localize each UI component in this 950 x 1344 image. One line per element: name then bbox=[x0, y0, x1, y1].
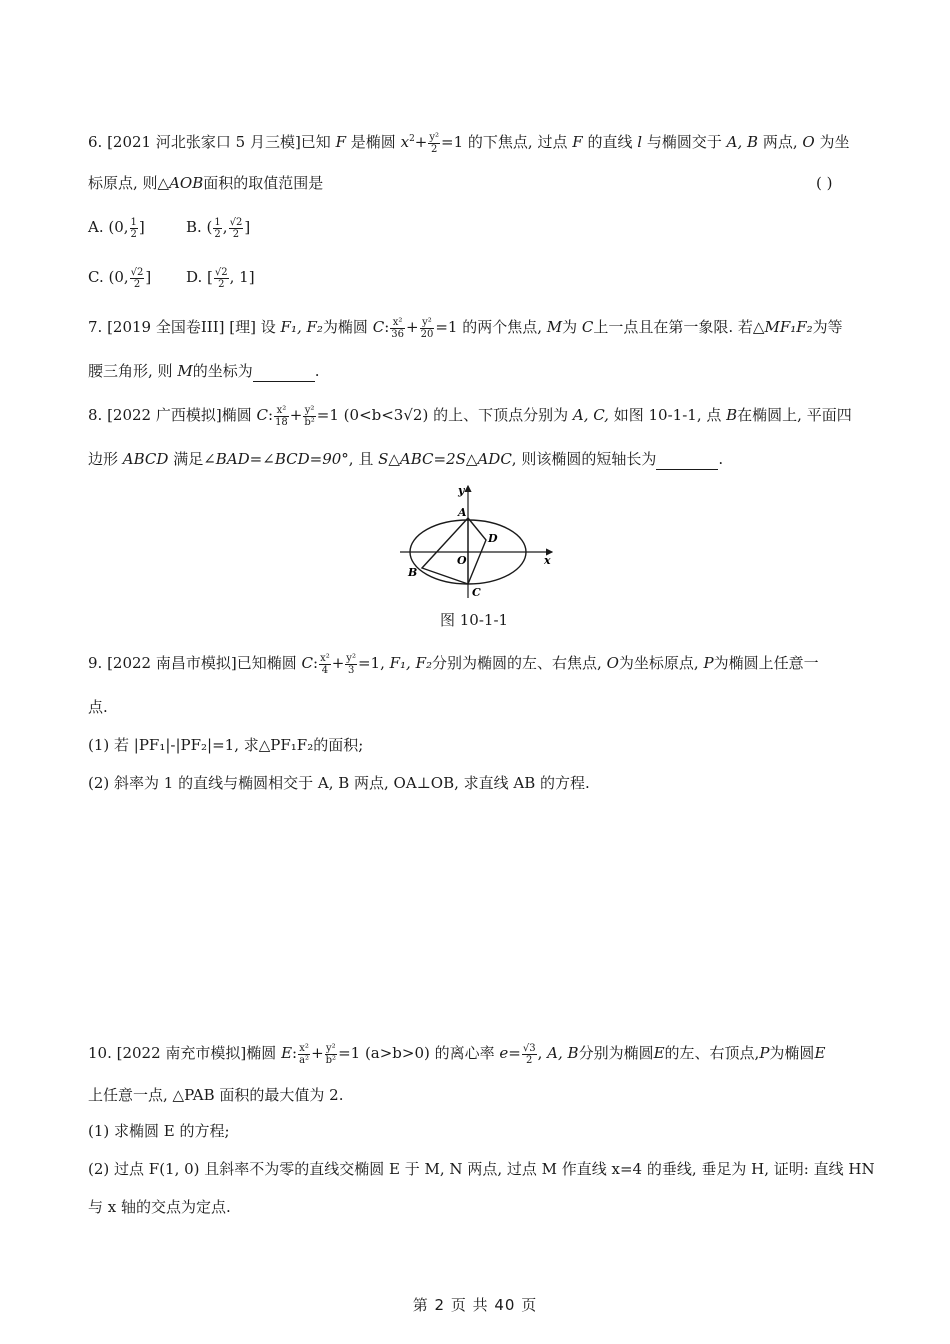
q6-x2-sup: 2 bbox=[409, 134, 415, 144]
q6-line2 bbox=[88, 172, 323, 194]
q6-answer-paren: ( ) bbox=[816, 174, 833, 192]
q9-line2: 点. bbox=[88, 698, 108, 716]
quadrilateral-abcd bbox=[422, 518, 486, 584]
figure-caption: 图 10-1-1 bbox=[440, 611, 509, 629]
q9-part2: (2) 斜率为 1 的直线与椭圆相交于 A, B 两点, OA⊥OB, 求直线 AB 的方程. bbox=[88, 774, 590, 792]
label-y: y bbox=[458, 484, 465, 497]
q6-option-c: C. (0, $\frac{√2}{2}$ ] bbox=[88, 266, 152, 290]
q6-frac-y2-2: $\frac{\text{y²}}{2}$ bbox=[429, 131, 440, 155]
q6-body5: 两点, bbox=[762, 133, 798, 151]
page-footer: 第 2 页 共 40 页 bbox=[412, 1296, 538, 1314]
ellipse-figure bbox=[398, 480, 558, 604]
label-o: O bbox=[457, 554, 467, 567]
q6-body2: =1 的下焦点, 过点 bbox=[441, 133, 568, 151]
q6-F2: F bbox=[572, 133, 583, 151]
q6-body3: 的直线 bbox=[587, 133, 633, 151]
q10-part2: (2) 过点 F(1, 0) 且斜率不为零的直线交椭圆 E 于 M, N 两点, 过点 M 作直线 x=4 的垂线, 垂足为 H, 证明: 直线 HN bbox=[88, 1160, 875, 1178]
q6-body4: 与椭圆交于 bbox=[646, 133, 722, 151]
q10-part1: (1) 求椭圆 E 的方程; bbox=[88, 1122, 230, 1140]
q10-part2b: 与 x 轴的交点为定点. bbox=[88, 1198, 231, 1216]
q9-line1: 9. [2022 南昌市模拟]已知椭圆 C: $\frac{\text{x²}}{4}$ + $\frac{\text{y²}}{3}$ =1, F₁, F₂分别为椭圆的左、右焦点, O为坐标原点, P为椭圆上任意一 bbox=[88, 652, 819, 676]
label-a: A bbox=[458, 506, 467, 519]
q6-line1: 6. [2021 河北张家口 5 月三模]已知 F 是椭圆 $x^2+$ $\frac{\text{y²}}{2}$ =1 的下焦点, 过点 F 的直线 l 与椭圆交于 A, B 两点, O 为坐 bbox=[88, 131, 850, 155]
q7-line1: 7. [2019 全国卷III] [理] 设 F₁, F₂为椭圆 C: $\frac{\text{x²}}{36}$ + $\frac{\text{y²}}{20}$ =1 的两个焦点, M为 C上一点且在第一象限. 若△MF₁F₂为等 bbox=[88, 316, 843, 340]
q6-O: O bbox=[802, 133, 815, 151]
q6-l: l bbox=[637, 133, 643, 151]
q9-part1: (1) 若 |PF₁|-|PF₂|=1, 求△PF₁F₂的面积; bbox=[88, 736, 364, 754]
label-c: C bbox=[472, 586, 481, 599]
q6-prefix: 6. [2021 河北张家口 5 月三模]已知 bbox=[88, 133, 331, 151]
q8-answer-blank bbox=[656, 453, 718, 470]
q6-body6: 为坐 bbox=[819, 133, 850, 151]
label-x: x bbox=[544, 554, 551, 567]
q6-x2: x bbox=[400, 133, 410, 151]
q10-line1: 10. [2022 南充市模拟]椭圆 E: $\frac{\text{x²}}{\text{a²}}$ + $\frac{\text{y²}}{\text{b²}}$ =1 (a>b>0) 的离心率 e= $\frac{√3}{2}$ , A, B分别为椭圆E的左、右顶点,P为椭圆E bbox=[88, 1042, 826, 1066]
label-d: D bbox=[488, 532, 498, 545]
label-b: B bbox=[408, 566, 418, 579]
q6-AOB: AOB bbox=[169, 174, 204, 192]
q7-answer-blank bbox=[253, 365, 315, 382]
q6-F: F bbox=[335, 133, 347, 151]
q6-AB: A, B bbox=[726, 133, 759, 151]
q8-line1: 8. [2022 广西模拟]椭圆 C: $\frac{\text{x²}}{18}$ + $\frac{\text{y²}}{\text{b²}}$ =1 (0<b<3√2) 的上、下顶点分别为 A, C, 如图 10-1-1, 点 B在椭圆上, 平面四 bbox=[88, 404, 852, 428]
q10-line2: 上任意一点, △PAB 面积的最大值为 2. bbox=[88, 1086, 344, 1104]
q6-body1: 是椭圆 bbox=[350, 133, 396, 151]
q8-line2: 边形 ABCD 满足∠BAD=∠BCD=90°, 且 S△ABC=2S△ADC, 则该椭圆的短轴长为 . bbox=[88, 450, 724, 468]
q6-option-d: D. [ $\frac{√2}{2}$ , 1] bbox=[186, 266, 255, 290]
q7-line2: 腰三角形, 则 M的坐标为 . bbox=[88, 362, 320, 380]
q6-line2-text: 标原点, 则△ bbox=[88, 174, 170, 192]
q6-line2b: 面积的取值范围是 bbox=[203, 174, 324, 192]
q6-option-a: A. (0, $\frac{1}{2}$ ] bbox=[88, 216, 145, 240]
q6-option-b: B. ( $\frac{1}{2}$ , $\frac{√2}{2}$ ] bbox=[186, 216, 251, 240]
